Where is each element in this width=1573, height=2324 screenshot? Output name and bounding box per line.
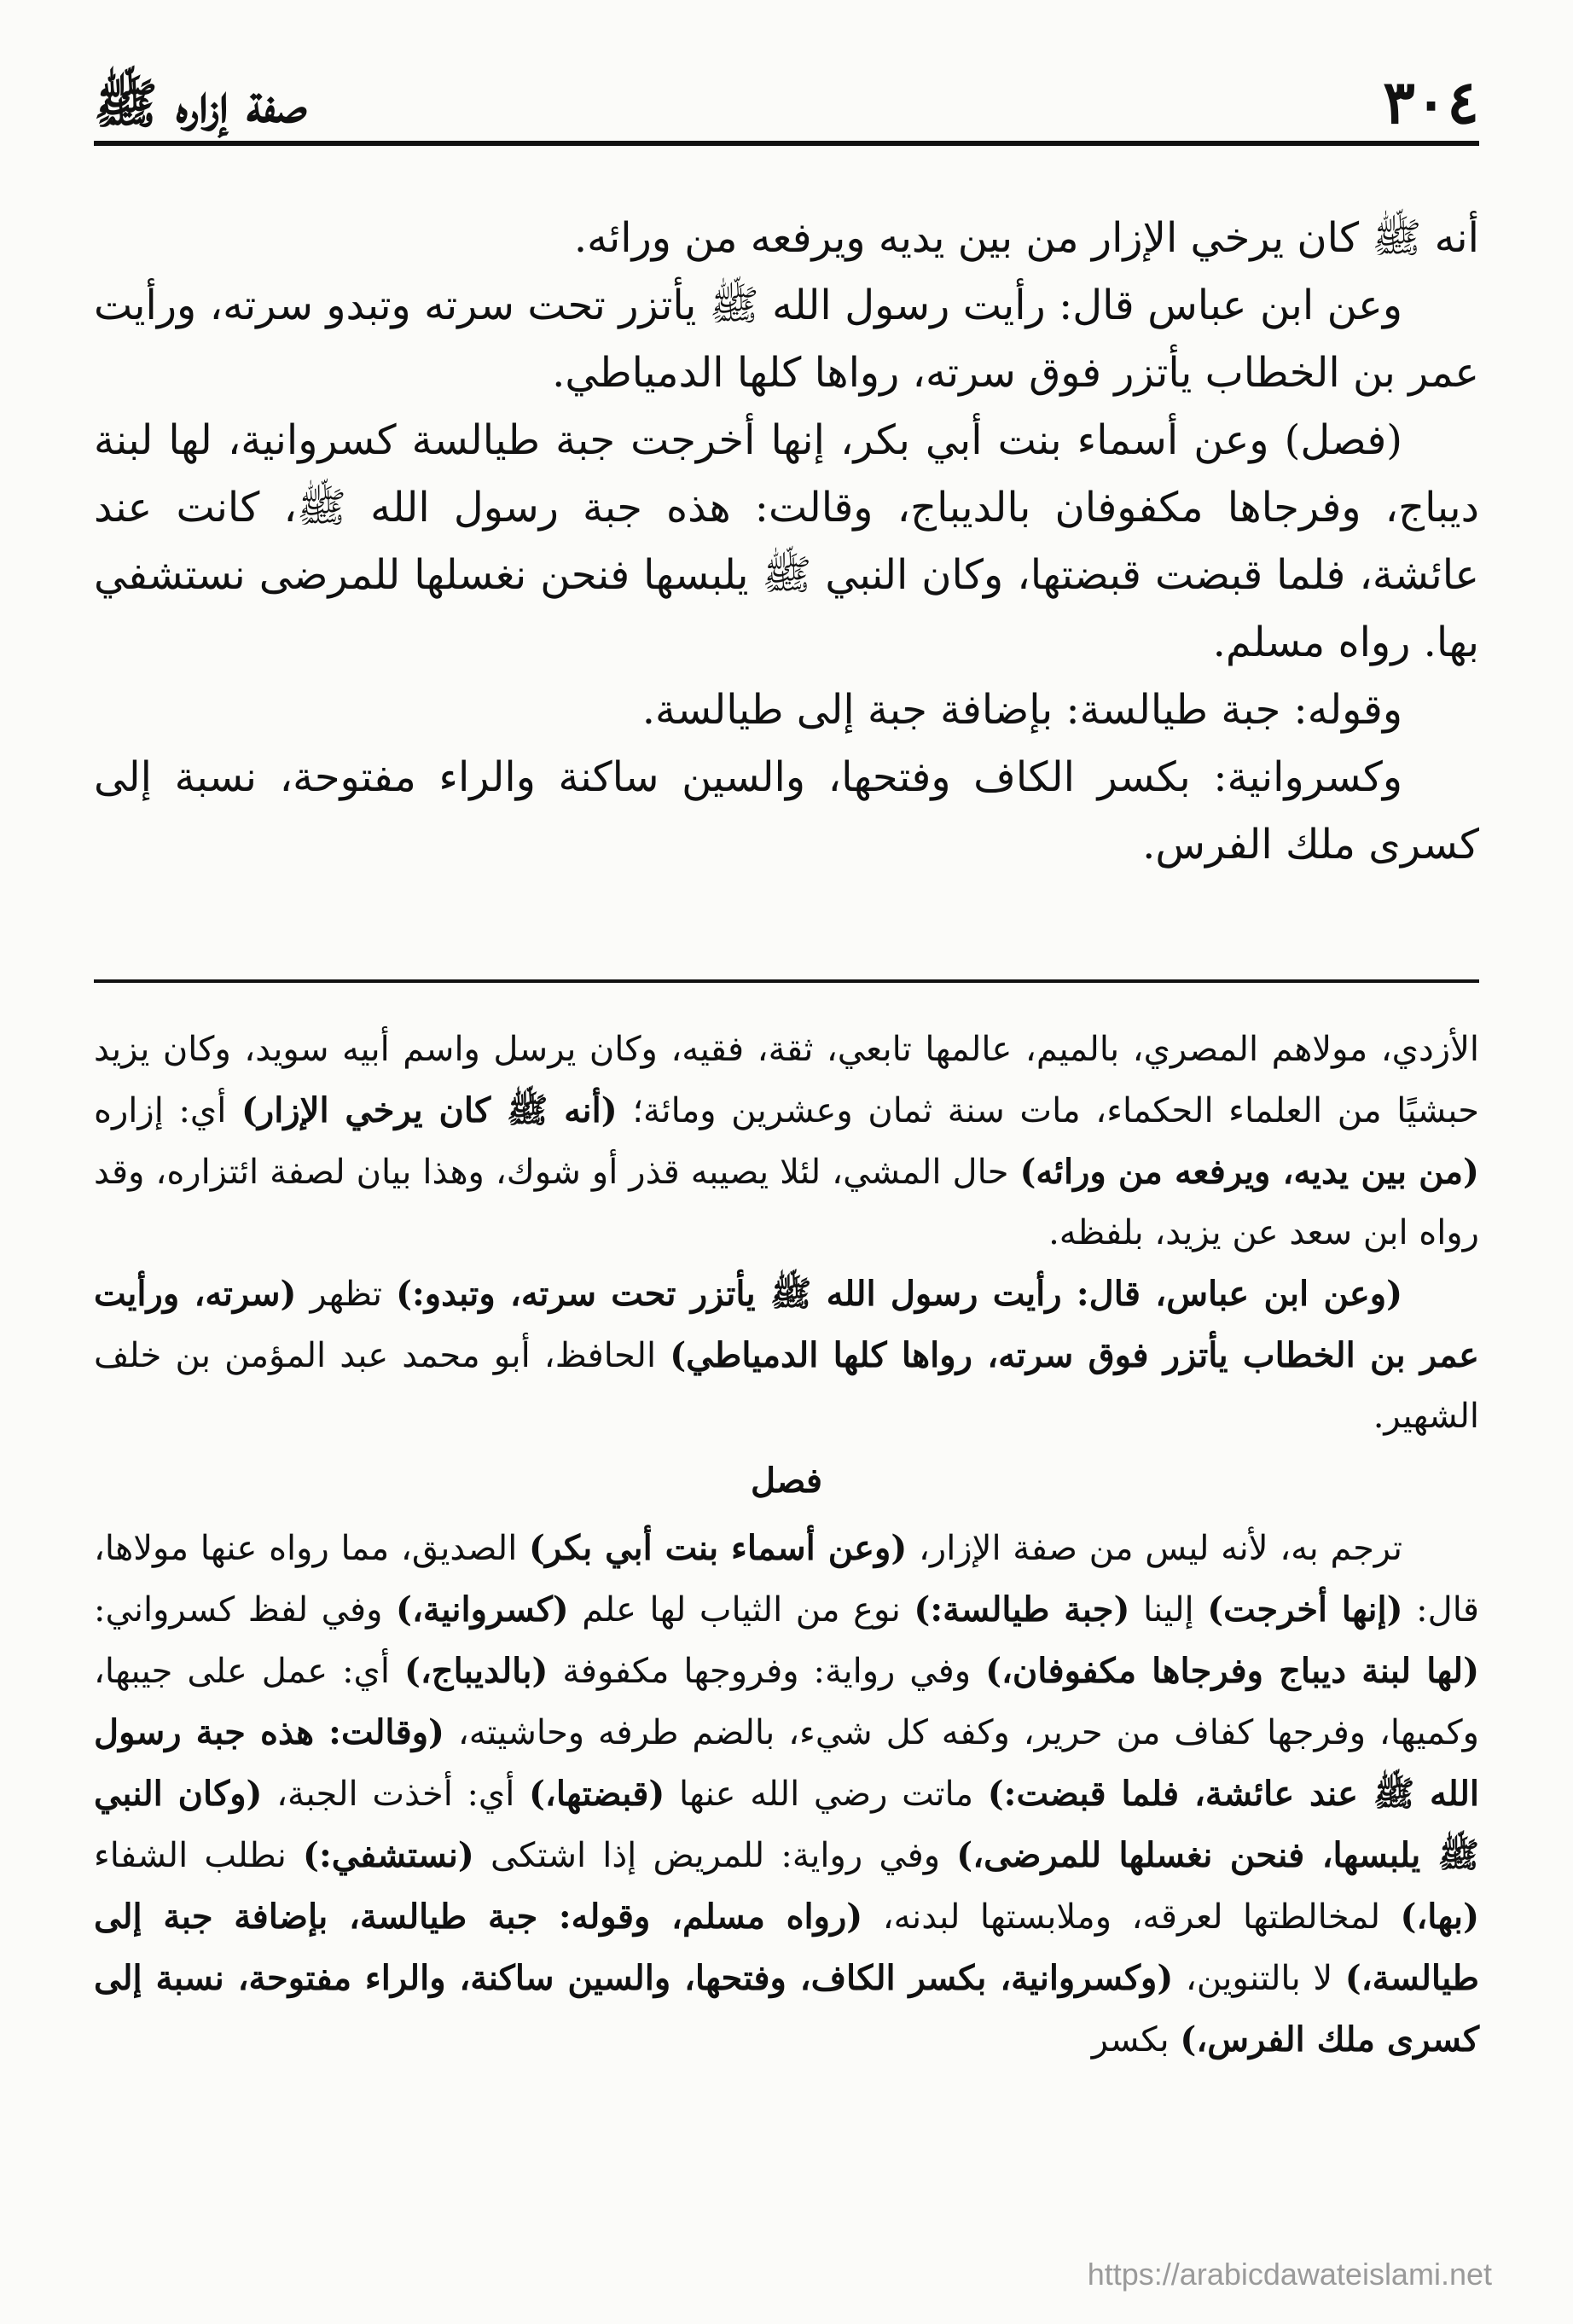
main-paragraph: وقوله: جبة طيالسة: بإضافة جبة إلى طيالسة. [641, 686, 1402, 734]
quoted-text: (أنه ﷺ كان يرخي الإزار) [241, 1090, 618, 1130]
main-paragraph: (فصل) وعن أسماء بنت أبي بكر، إنها أخرجت جبة طيالسة كسروانية، لها لبنة ديباج، وفرجاها مكفوفان بالديباج، وقالت: هذه جبة رسول الله ﷺ، كانت عند عائشة، فلما قبضت قبضتها، وكان النبي ﷺ يلبسها فنحن نغسلها للمرضى نستشفي بها. رواه مسلم. [94, 416, 1479, 666]
commentary-text-run: لا بالتنوين، [1173, 1959, 1345, 1998]
source-watermark: https://arabicdawateislami.net [1087, 2257, 1492, 2292]
commentary-paragraph [94, 1264, 1479, 1447]
page-header [94, 67, 1479, 143]
commentary-text-run: تظهر [296, 1275, 397, 1314]
quoted-text: (قبضتها،) [529, 1774, 665, 1814]
quoted-text: (نستشفي:) [303, 1835, 474, 1875]
commentary-divider [94, 979, 1479, 983]
quoted-text: (كسروانية،) [396, 1589, 569, 1630]
commentary-paragraph [94, 1020, 1479, 1264]
commentary-text-run: الحافظ، أبو محمد عبد المؤمن بن خلف الشهير. [94, 1336, 1479, 1436]
commentary-text [94, 1020, 1479, 2071]
quoted-text: (وكان النبي ﷺ يلبسها، فنحن نغسلها للمرضى،) [94, 1774, 1479, 1875]
commentary-text-run: وفي رواية: وفروجها مكفوفة [548, 1652, 986, 1691]
commentary-text-run: إلينا [1129, 1590, 1208, 1630]
quoted-text: (بالديباج،) [403, 1651, 549, 1691]
commentary-paragraph [94, 1518, 1479, 2071]
header-divider [94, 141, 1479, 146]
quoted-text: (رواه مسلم، وقوله: جبة طيالسة، بإضافة جبة إلى طيالسة،) [94, 1897, 1480, 1998]
commentary-text-run: الصديق، مما رواه عنها مولاها، قال: [94, 1529, 1479, 1630]
quoted-text: (سرته، ورأيت عمر بن الخطاب يأتزر فوق سرته، رواها كلها الدمياطي) [94, 1274, 1479, 1375]
commentary-text-run: أي: إزاره [94, 1091, 241, 1130]
commentary-text-run: نطلب الشفاء [94, 1836, 304, 1875]
quoted-text: (وكسروانية، بكسر الكاف، وفتحها، والسين ساكنة، والراء مفتوحة، نسبة إلى كسرى ملك الفرس،) [94, 1958, 1479, 2060]
quoted-text: (وعن ابن عباس، قال: رأيت رسول الله ﷺ يأتزر تحت سرته، وتبدو:) [396, 1274, 1403, 1314]
main-paragraph: وكسروانية: بكسر الكاف وفتحها، والسين ساكنة والراء مفتوحة، نسبة إلى كسرى ملك الفرس. [94, 753, 1479, 869]
commentary-text-run: بكسر [1091, 2020, 1181, 2060]
quoted-text: (وقالت: هذه جبة رسول الله ﷺ عند عائشة، فلما قبضت:) [94, 1712, 1480, 1814]
quoted-text: (جبة طيالسة:) [914, 1589, 1130, 1630]
quoted-text: (بها،) [1400, 1897, 1479, 1937]
quoted-text: (لها لبنة ديباج وفرجاها مكفوفان،) [985, 1651, 1479, 1691]
commentary-text-run: حال المشي، لئلا يصيبه قذر أو شوك، وهذا بيان لصفة ائتزاره، وقد رواه ابن سعد عن يزيد، بلفظه. [94, 1153, 1479, 1252]
commentary-text-run: لمخالطتها لعرقه، وملابستها لبدنه، [862, 1897, 1401, 1937]
commentary-text-run: أي: أخذت الجبة، [262, 1775, 529, 1814]
commentary-text-run: وفي لفظ كسرواني: [94, 1590, 397, 1630]
main-paragraph: وعن ابن عباس قال: رأيت رسول الله ﷺ يأتزر تحت سرته وتبدو سرته، ورأيت عمر بن الخطاب يأتزر فوق سرته، رواها كلها الدمياطي. [94, 282, 1479, 397]
quoted-text: (من بين يديه، ويرفعه من ورائه) [1019, 1152, 1479, 1192]
commentary-text-run: أي: عمل على جيبها، وكميها، وفرجها كفاف من حرير، وكفه كل شيء، بالضم طرفه وحاشيته، [94, 1652, 1480, 1752]
page-number: ٣٠٤ [1383, 67, 1479, 137]
commentary-text-run: الأزدي، مولاهم المصري، بالميم، عالمها تابعي، ثقة، فقيه، وكان يرسل واسم أبيه سويد، وكان يزيد حبشيًا من العلماء الحكماء، مات سنة ثمان وعشرين ومائة؛ [94, 1030, 1480, 1130]
commentary-text-run: ماتت رضي الله عنها [665, 1775, 988, 1814]
quoted-text: (إنها أخرجت) [1207, 1589, 1403, 1630]
commentary-text-run: ترجم به، لأنه ليس من صفة الإزار، [907, 1529, 1403, 1568]
section-heading: فصل [750, 1461, 823, 1501]
main-paragraph: أنه ﷺ كان يرخي الإزار من بين يديه ويرفعه من ورائه. [573, 214, 1479, 262]
running-title: صفة إزاره ﷺ [94, 73, 307, 135]
commentary-text-run: نوع من الثياب لها علم [568, 1590, 914, 1630]
main-text [94, 205, 1479, 879]
commentary-text-run: وفي رواية: للمريض إذا اشتكى [473, 1836, 957, 1875]
quoted-text: (وعن أسماء بنت أبي بكر) [529, 1528, 908, 1568]
